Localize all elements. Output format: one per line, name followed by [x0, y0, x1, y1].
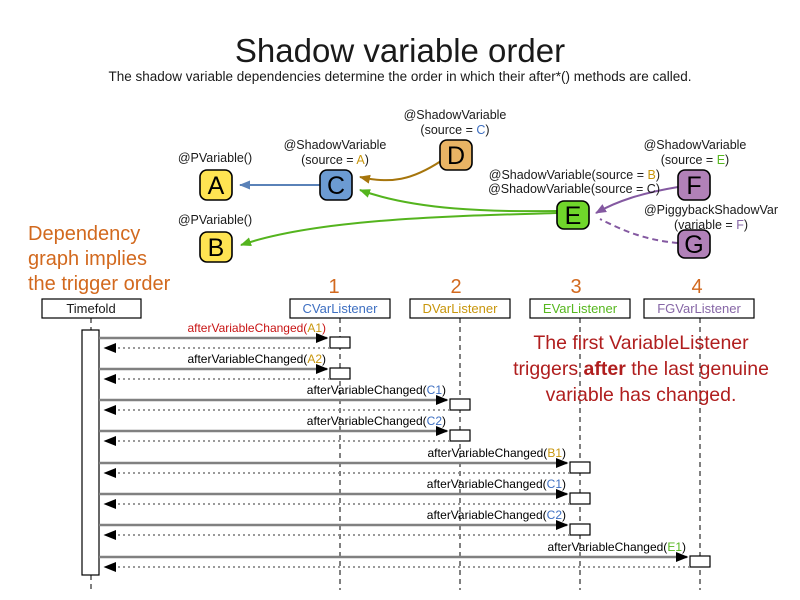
message-4 [99, 414, 470, 441]
message-6-label [427, 477, 566, 491]
annotation-piggyback-g-line1: @PiggybackShadowVar [643, 203, 779, 217]
message-2-close: ) [322, 352, 326, 366]
message-2-arg: A2 [307, 352, 322, 366]
red-note-line3: variable has changed. [545, 384, 737, 406]
message-4-arg: C2 [426, 414, 442, 428]
annotation-e-source-b-post: ) [655, 168, 660, 182]
message-8-label [547, 540, 686, 554]
message-3-close: ) [442, 383, 446, 397]
annotation-shadowvariable-d-line1: @ShadowVariable [403, 108, 507, 122]
message-7-label [427, 508, 566, 522]
node-e-label: E [564, 202, 582, 230]
order-number-1: 1 [328, 276, 340, 298]
message-8-fn: afterVariableChanged( [547, 540, 668, 554]
node-a-label: A [207, 172, 225, 200]
message-4-close: ) [442, 414, 446, 428]
message-2 [99, 352, 350, 379]
edge-e-to-b [241, 213, 557, 245]
red-note-line2 [513, 358, 769, 380]
head-label-fgvarlistener: FGVarListener [657, 301, 741, 316]
message-3-arg: C1 [426, 383, 442, 397]
annotation-shadowvariable-e-line1 [489, 168, 660, 182]
message-4-activation [450, 430, 470, 441]
order-number-2: 2 [450, 276, 462, 298]
annotation-d-source-post: ) [485, 123, 490, 137]
message-1 [99, 321, 350, 348]
message-2-activation [330, 368, 350, 379]
annotation-g-variable-var: F [736, 218, 744, 232]
annotation-e-source-b-pre: @ShadowVariable(source = [488, 168, 648, 182]
node-f-label: F [686, 172, 702, 200]
annotation-g-variable-post: ) [743, 218, 748, 232]
annotation-shadowvariable-c-line2 [301, 153, 369, 167]
edge-d-to-c [360, 161, 441, 180]
message-7-fn: afterVariableChanged( [426, 508, 547, 522]
orange-note-line3: the trigger order [28, 273, 171, 295]
message-6-fn: afterVariableChanged( [426, 477, 547, 491]
message-2-fn: afterVariableChanged( [187, 352, 308, 366]
message-6-arg: C1 [546, 477, 562, 491]
message-8-arg: E1 [667, 540, 682, 554]
message-7 [99, 508, 590, 535]
page-title: Shadow variable order [234, 32, 566, 69]
annotation-shadowvariable-f-line1: @ShadowVariable [643, 138, 747, 152]
orange-note-line1: Dependency [28, 223, 141, 245]
red-note-line1: The first VariableListener [533, 332, 749, 354]
head-label-evarlistener: EVarListener [542, 301, 618, 316]
message-5-arg: B1 [547, 446, 562, 460]
annotation-f-source-pre: (source = [660, 153, 717, 167]
message-5-close: ) [562, 446, 566, 460]
message-1-activation [330, 337, 350, 348]
message-6-activation [570, 493, 590, 504]
annotation-shadowvariable-c-line1: @ShadowVariable [283, 138, 387, 152]
annotation-shadowvariable-d-line2 [420, 123, 489, 137]
order-number-3: 3 [570, 276, 582, 298]
timefold-activation-bar [82, 330, 99, 575]
annotation-d-source-var: C [476, 123, 486, 137]
message-3-activation [450, 399, 470, 410]
message-4-fn: afterVariableChanged( [306, 414, 427, 428]
message-8-close: ) [682, 540, 686, 554]
message-1-close: ) [322, 321, 326, 335]
message-2-label [187, 352, 326, 366]
message-5 [99, 446, 590, 473]
message-7-arg: C2 [546, 508, 562, 522]
message-8-activation [690, 556, 710, 567]
annotation-pvariable-b: @PVariable() [177, 213, 253, 227]
annotation-c-source-pre: (source = [301, 153, 357, 167]
orange-note [28, 223, 171, 295]
annotation-c-source-post: ) [364, 153, 369, 167]
annotation-d-source-pre: (source = [420, 123, 477, 137]
message-1-label [187, 321, 326, 335]
message-1-arg: A1 [307, 321, 322, 335]
head-label-timefold: Timefold [66, 301, 116, 316]
annotation-c-source-var: A [356, 153, 365, 167]
dependency-nodes [200, 140, 710, 262]
message-5-label [427, 446, 566, 460]
message-1-fn: afterVariableChanged( [187, 321, 308, 335]
annotation-shadowvariable-f-line2 [661, 153, 729, 167]
message-3-label [307, 383, 446, 397]
annotation-f-source-post: ) [725, 153, 730, 167]
edge-g-to-e-piggyback [600, 219, 678, 243]
message-3 [99, 383, 470, 410]
node-d-label: D [446, 142, 466, 170]
head-label-cvarlistener: CVarListener [302, 301, 378, 316]
red-note [513, 332, 769, 406]
page-subtitle: The shadow variable dependencies determine the order in which their after*() methods are called. [108, 69, 692, 84]
red-note-line2-pre: triggers [513, 358, 584, 380]
node-g-label: G [684, 231, 704, 259]
message-7-close: ) [562, 508, 566, 522]
sequence-diagram [42, 276, 754, 591]
message-5-activation [570, 462, 590, 473]
message-3-fn: afterVariableChanged( [306, 383, 427, 397]
order-number-4: 4 [691, 276, 703, 298]
orange-note-line2: graph implies [28, 248, 147, 270]
node-b-label: B [207, 234, 225, 262]
red-note-line2-post: the last genuine [625, 358, 769, 380]
annotation-shadowvariable-e-line2: @ShadowVariable(source = C) [488, 182, 660, 196]
annotation-g-variable-pre: (variable = [674, 218, 737, 232]
annotation-piggyback-g-line2 [674, 218, 748, 232]
message-6-close: ) [562, 477, 566, 491]
annotation-f-source-var: E [716, 153, 726, 167]
message-8 [99, 540, 710, 567]
message-5-fn: afterVariableChanged( [427, 446, 548, 460]
head-label-dvarlistener: DVarListener [422, 301, 498, 316]
node-c-label: C [326, 172, 346, 200]
annotation-pvariable-a: @PVariable() [177, 151, 253, 165]
message-6 [99, 477, 590, 504]
annotation-e-source-b-var: B [647, 168, 656, 182]
message-7-activation [570, 524, 590, 535]
red-note-line2-bold: after [583, 358, 626, 380]
message-4-label [307, 414, 446, 428]
